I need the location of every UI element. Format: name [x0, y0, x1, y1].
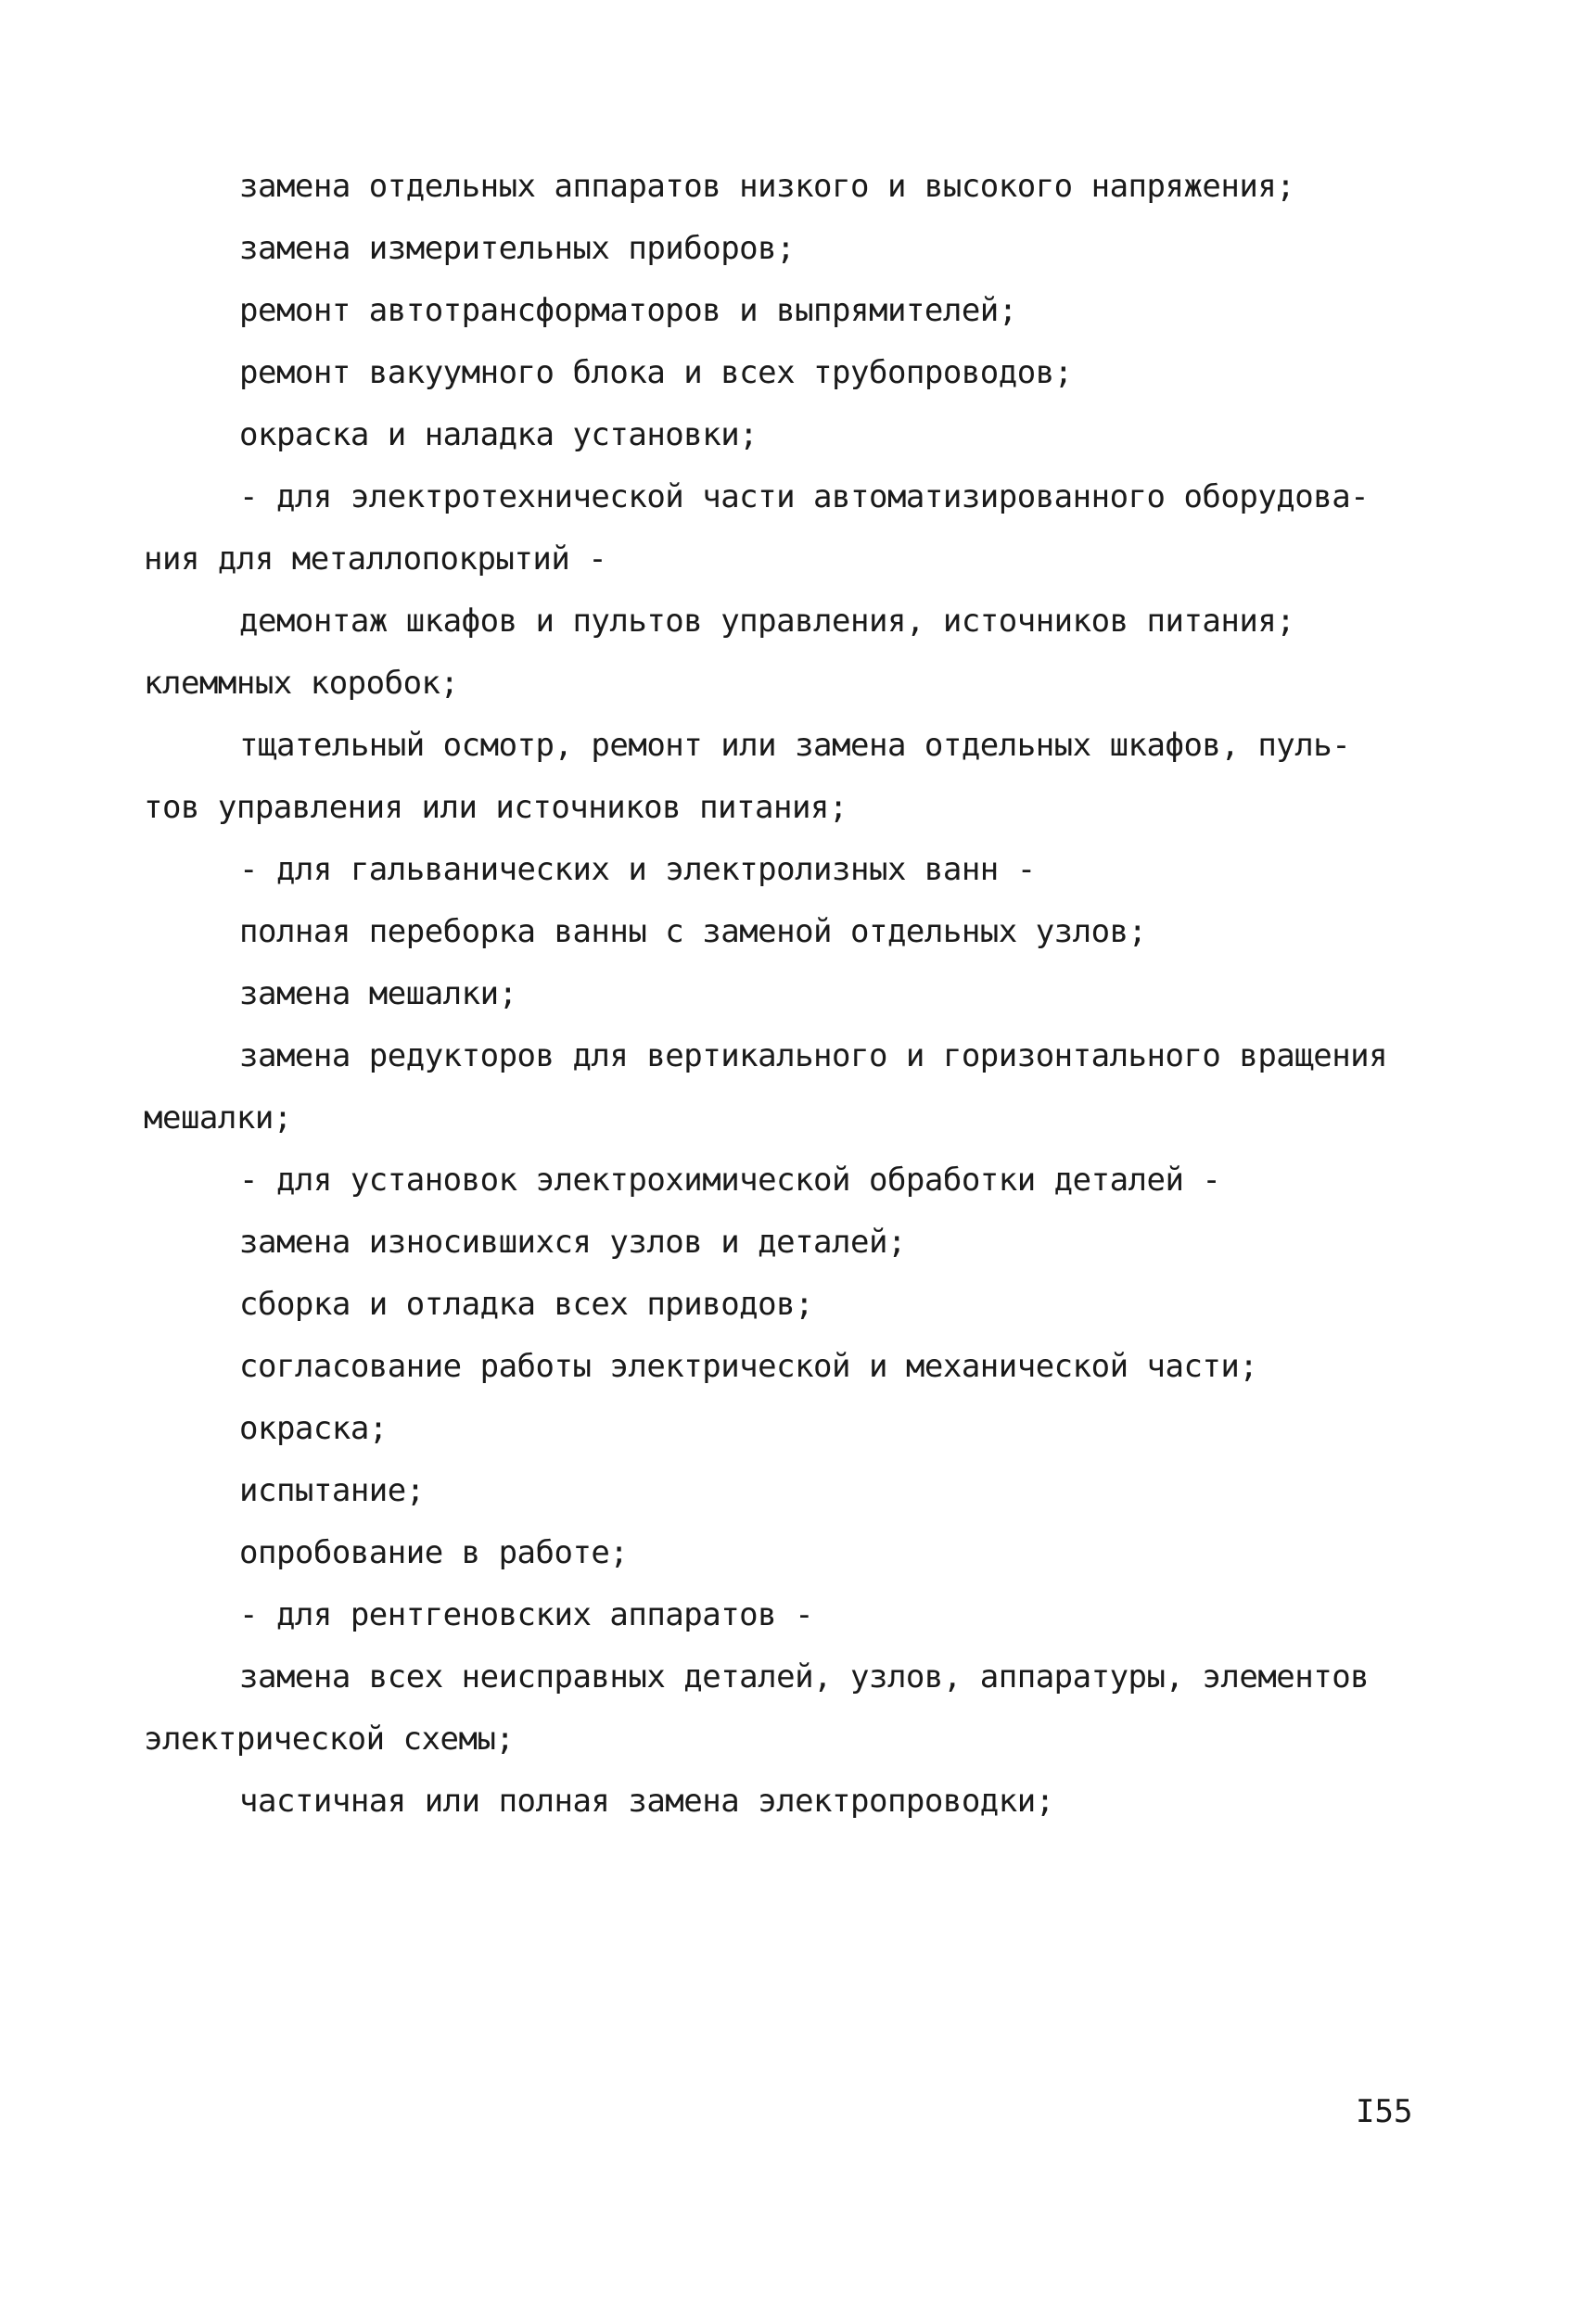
text-line: замена измерительных приборов; — [239, 230, 796, 267]
text-line: - для рентгеновских аппаратов - — [239, 1596, 814, 1633]
text-line: мешалки; — [144, 1099, 292, 1137]
text-line: ния для металлопокрытий - — [144, 540, 607, 578]
text-line: окраска; — [239, 1410, 388, 1447]
text-line: - для гальванических и электролизных ванн - — [239, 851, 1036, 888]
text-line: - для установок электрохимической обработки деталей - — [239, 1162, 1221, 1199]
text-line: - для электротехнической части автоматизированного оборудова- — [239, 478, 1370, 515]
text-line: сборка и отладка всех приводов; — [239, 1286, 814, 1323]
text-line: опробование в работе; — [239, 1534, 629, 1571]
text-line: полная переборка ванны с заменой отдельных узлов; — [239, 913, 1147, 950]
text-line: демонтаж шкафов и пультов управления, источников питания; — [239, 603, 1295, 640]
page-number: I55 — [1356, 2093, 1413, 2130]
text-line: электрической схемы; — [144, 1721, 515, 1758]
text-line: ремонт автотрансформаторов и выпрямителей; — [239, 292, 1017, 329]
text-line: испытание; — [239, 1472, 425, 1509]
text-line: замена всех неисправных деталей, узлов, аппаратуры, элементов — [239, 1658, 1370, 1695]
text-line: замена мешалки; — [239, 975, 517, 1012]
text-line: согласование работы электрической и механической части; — [239, 1348, 1258, 1385]
text-line: ремонт вакуумного блока и всех трубопроводов; — [239, 354, 1073, 391]
text-line: замена износившихся узлов и деталей; — [239, 1224, 906, 1261]
text-line: замена отдельных аппаратов низкого и высокого напряжения; — [239, 168, 1295, 205]
text-line: окраска и наладка установки; — [239, 416, 759, 453]
text-line: замена редукторов для вертикального и горизонтального вращения — [239, 1037, 1388, 1074]
text-line: тщательный осмотр, ремонт или замена отдельных шкафов, пуль- — [239, 727, 1351, 764]
text-line: тов управления или источников питания; — [144, 789, 848, 826]
text-line: клеммных коробок; — [144, 665, 459, 702]
text-line: частичная или полная замена электропроводки; — [239, 1783, 1054, 1820]
body-text — [144, 156, 1437, 1833]
